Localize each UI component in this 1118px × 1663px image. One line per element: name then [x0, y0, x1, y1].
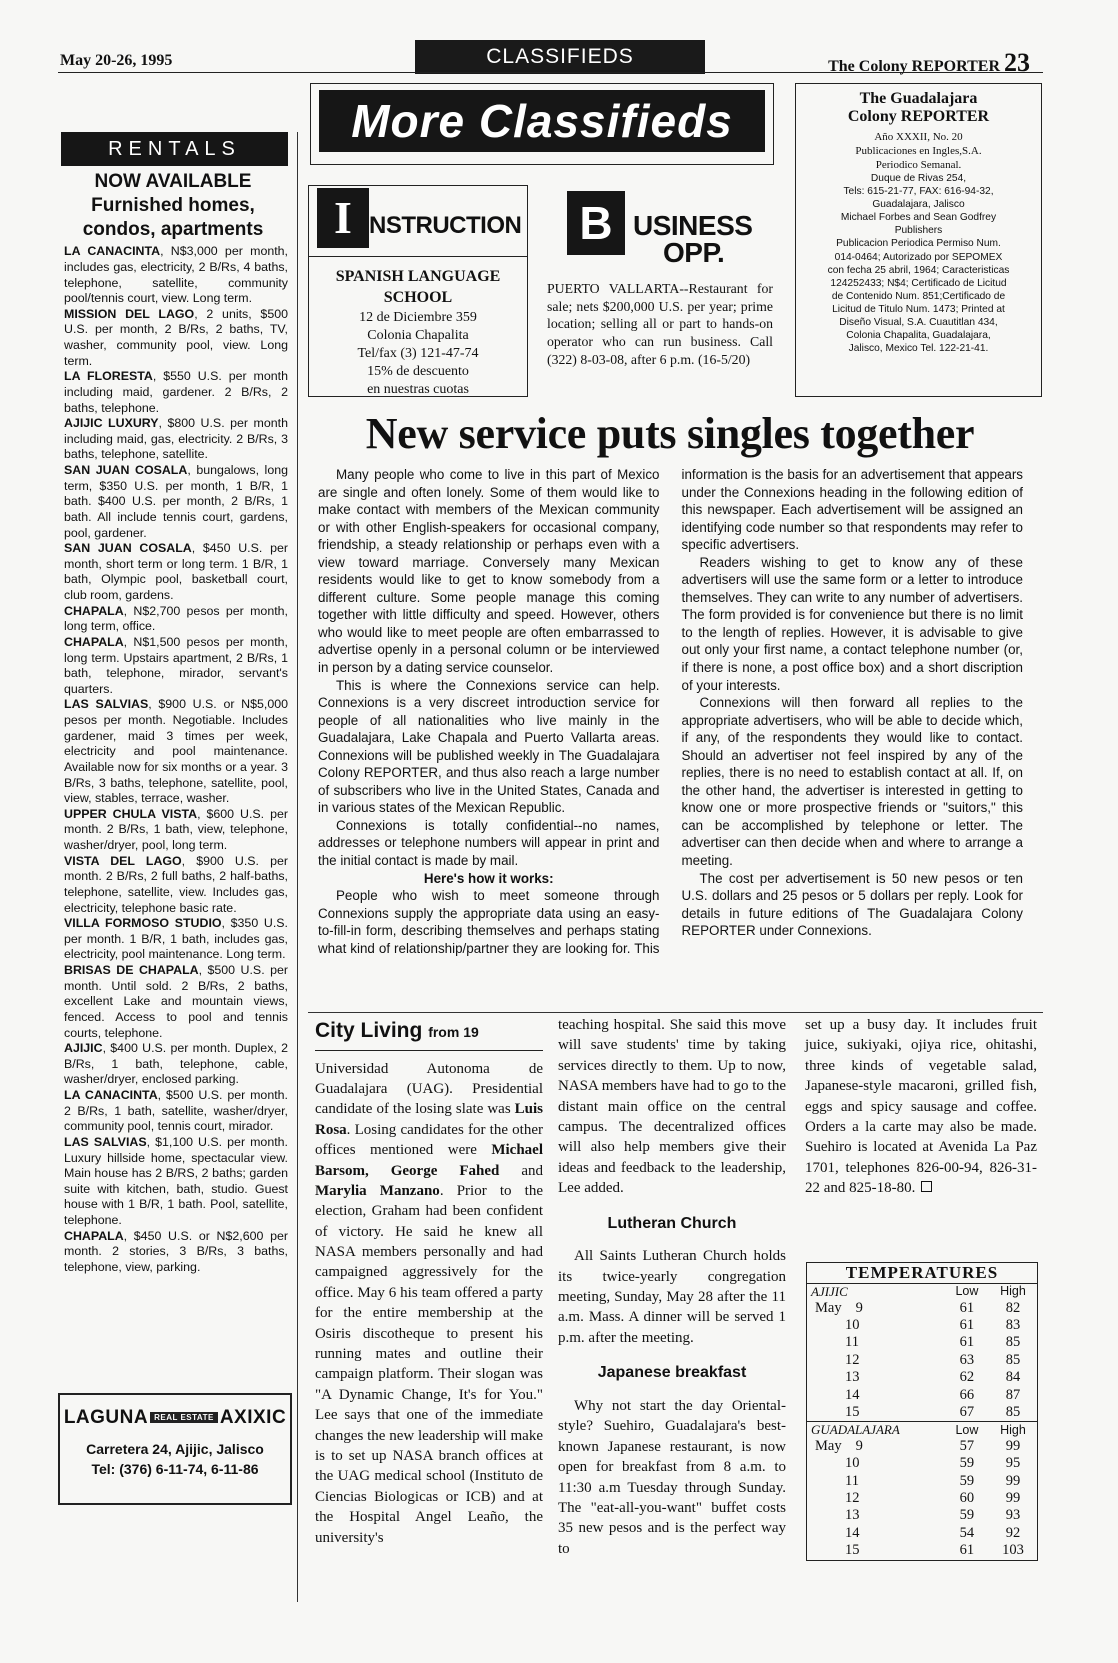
temp-row — [807, 1525, 1037, 1542]
temp-row — [807, 1387, 1037, 1404]
temp-low-label: Low — [945, 1422, 989, 1438]
temp-row — [807, 1317, 1037, 1334]
temp-day — [807, 1352, 945, 1369]
temp-day — [807, 1542, 945, 1559]
top-rule — [58, 72, 1043, 73]
lutheran-heading: Lutheran Church — [607, 1214, 737, 1232]
article-paragraph: Readers wishing to get to know any of these advertisers will use the same form or a letter to introduce themselves. They can write to any number of advertisers. The form provided is for convenience but there is no limit to the length of replies. However, it is advisable to give out only your first name, a contact telephone number (or, if there is none, a post office box) and a short discription of your interests. — [681, 554, 1023, 693]
agency-tel: Tel: (376) 6-11-74, 6-11-86 — [91, 1461, 259, 1477]
temp-high: 83 — [1005, 1316, 1021, 1333]
listing-name: AJIJIC — [64, 1041, 103, 1056]
temp-low: 63 — [959, 1351, 975, 1368]
publisher-title: Colony REPORTER — [847, 108, 990, 125]
temp-low: 61 — [959, 1542, 975, 1559]
listing-name: LA CANACINTA — [64, 1088, 158, 1102]
listing-name: LAS SALVIAS — [64, 1134, 147, 1149]
article-subhead: Here's how it works: — [423, 870, 554, 886]
rentals-sub-line: Furnished homes, — [91, 194, 255, 216]
rentals-header: RENTALS — [61, 132, 288, 166]
temp-low: 57 — [959, 1437, 975, 1454]
listing-name: VISTA DEL LAGO — [64, 853, 182, 868]
rental-listing — [64, 307, 288, 370]
temp-day-value: 12 — [845, 1351, 860, 1368]
rental-listing — [64, 1088, 288, 1135]
bold-name: Marylia Manzano — [315, 1182, 440, 1199]
business-word-line: OPP. — [663, 236, 725, 268]
listing-name: LAS SALVIAS — [64, 697, 149, 712]
rental-listings — [58, 244, 288, 1275]
instruction-word: NSTRUCTION — [369, 212, 522, 239]
temp-day — [807, 1404, 945, 1422]
rental-listing — [64, 369, 288, 416]
instruction-body — [309, 257, 527, 400]
temp-city-header — [807, 1284, 1037, 1300]
listing-text: , $550 U.S. per month including maid, gardener. 2 B/Rs, 2 baths, telephone. — [64, 369, 288, 415]
temp-day-value: 13 — [845, 1369, 860, 1386]
rental-listing — [64, 697, 288, 806]
publisher-line: 124252433; N$4; Certificado de Licitud — [830, 277, 1007, 289]
temp-high: 85 — [1005, 1403, 1021, 1420]
end-mark-icon — [921, 1181, 932, 1192]
temp-day-value: 10 — [845, 1316, 860, 1333]
listing-text: , $500 U.S. per month. Until sold. 2 B/Rs, 2 baths, excellent Lake and mountain views, fenced. Access to pool and tennis courts, telephone. — [64, 963, 288, 1040]
business-text: PUERTO VALLARTA--Restaurant for sale; nets $200,000 U.S. per year; prime location; selling all or part to hands-on operator who can run business. Call (322) 8-03-08, after 6 p.m. (16-5/20) — [547, 281, 773, 367]
publisher-line: Licitud de Titulo Num. 1473; Printed at — [832, 303, 1005, 315]
column-rule — [297, 132, 298, 1602]
listing-name: CHAPALA — [64, 634, 124, 649]
temp-day-value: 13 — [845, 1507, 860, 1524]
publisher-box — [795, 83, 1042, 397]
temp-row — [807, 1300, 1037, 1317]
rental-listing — [64, 416, 288, 463]
japanese-heading: Japanese breakfast — [597, 1364, 747, 1382]
city-living-text — [805, 1015, 1037, 1199]
rentals-sub-line: condos, apartments — [82, 218, 264, 240]
page-number: 23 — [1004, 48, 1030, 77]
temp-city-header — [807, 1422, 1037, 1438]
listing-text: , $450 U.S. or N$2,600 per month. 2 stories, 3 B/Rs, 3 baths, telephone, view, parking. — [64, 1228, 288, 1274]
banner-box — [310, 83, 774, 165]
temp-low: 62 — [959, 1369, 975, 1386]
instruction-line: 15% de descuento — [367, 364, 469, 380]
temp-low: 61 — [959, 1334, 975, 1351]
listing-text: , N$1,500 pesos per month, long term. Upstairs apartment, 2 B/Rs, 1 bath, telephone, mirador, servant's quarters. — [64, 634, 288, 696]
temp-high: 87 — [1005, 1386, 1021, 1403]
temp-row — [807, 1438, 1037, 1455]
temp-high: 85 — [1005, 1351, 1021, 1368]
publisher-line: Colonia Chapalita, Guadalajara, — [846, 329, 991, 341]
temp-low: 67 — [959, 1403, 975, 1420]
temp-row — [807, 1473, 1037, 1490]
temp-day — [807, 1438, 945, 1455]
temp-city-name: AJIJIC — [811, 1284, 848, 1299]
temp-day — [807, 1455, 945, 1472]
listing-name: UPPER CHULA VISTA — [64, 806, 198, 821]
rentals-subheader — [58, 170, 288, 241]
temp-day — [807, 1369, 945, 1386]
banner-title: More Classifieds — [319, 90, 765, 152]
temp-row — [807, 1369, 1037, 1386]
listing-name: SAN JUAN COSALA — [64, 463, 188, 477]
city-living-text: teaching hospital. She said this move will save students' time by taking services directly to them. Up to now, NASA members have had to go to the distant main office on the central campus. The decentralized offices will also help members give their ideas and feedback to the leadership, Lee added. — [558, 1017, 786, 1197]
publisher-line: Michael Forbes and Sean Godfrey — [840, 212, 997, 224]
instruction-line: Colonia Chapalita — [367, 327, 469, 343]
publisher-line: Publicaciones en Ingles,S.A. — [855, 145, 982, 158]
instruction-ad — [308, 185, 528, 397]
business-ad — [545, 185, 775, 395]
listing-name: MISSION DEL LAGO — [64, 306, 195, 321]
temperatures-title: TEMPERATURES — [807, 1263, 1037, 1284]
temp-high: 84 — [1005, 1369, 1021, 1386]
article-paragraph: People who wish to meet someone through Connexions supply the appropriate data using an easy-to-fill-in form, describing themselves and perhaps stating what kind of relationship/partner they are looking for. This information is the basis for an advertisement that appears under the Connexions heading in the following edition of this newspaper. Each advertisement will be assigned an identifying code number so that respondents may refer to specific advertisers. — [318, 467, 1023, 956]
temp-low: 60 — [959, 1490, 975, 1507]
listing-text: , 2 units, $500 U.S. per month, 2 B/Rs, 2 baths, TV, washer, community pool, view. Long term. — [64, 306, 289, 368]
publisher-line: Periodico Semanal. — [875, 159, 962, 172]
text-run: . Losing candidates for the other offices mentioned were — [315, 1121, 543, 1159]
temp-high: 92 — [1005, 1524, 1021, 1541]
temp-high: 103 — [1002, 1542, 1024, 1559]
temp-row — [807, 1455, 1037, 1472]
temp-high-label: High — [989, 1422, 1037, 1438]
temp-day-value: 12 — [845, 1490, 860, 1507]
listing-text: , $800 U.S. per month including maid, gas, electricity. 2 B/Rs, 3 baths, telephone, satellite. — [64, 416, 288, 462]
city-living-jump: from 19 — [428, 1024, 479, 1040]
agency-box — [58, 1393, 292, 1505]
instruction-line: SPANISH LANGUAGE — [335, 268, 501, 285]
rental-listing — [64, 1135, 288, 1229]
temperatures-table — [807, 1284, 1037, 1560]
temp-high-label: High — [1000, 1284, 1026, 1299]
text-run: set up a busy day. It includes fruit juice, sukiyaki, ojiya rice, ohitashi, three kinds of vegetable salad, Japanese-style macaroni, grilled fish, eggs and spicy sausage and coffee. Orders a la carte may also be made. Suehiro is located at Avenida La Paz 1701, telephones 826-00-94, 826-31-22 and 825-18-80. — [805, 1017, 1037, 1197]
rentals-column — [58, 132, 288, 1276]
publisher-title: The Guadalajara — [859, 90, 978, 107]
publisher-line: Duque de Rivas 254, — [870, 173, 967, 185]
listing-text: , $1,100 U.S. per month. Luxury hillside home, spectacular view. Main house has 2 B/RS, 2 baths; garden suite with kitchen, bath, studio. Guest house with 1 B/R, 1 bath. Pool, satellite, telephone. — [64, 1134, 288, 1227]
city-living-text — [315, 1059, 543, 1548]
publisher-line: Publishers — [894, 225, 943, 237]
instruction-line: SCHOOL — [383, 288, 453, 306]
publisher-line: Año XXXII, No. 20 — [874, 131, 963, 143]
agency-name-right: AXIXIC — [219, 1407, 287, 1428]
rental-listing — [64, 1041, 288, 1088]
temp-day-value: 15 — [845, 1542, 860, 1559]
business-word — [633, 210, 753, 268]
publisher-lines — [796, 130, 1041, 355]
agency-badge: REAL ESTATE — [150, 1412, 218, 1423]
temp-row — [807, 1490, 1037, 1507]
publisher-line: Jalisco, Mexico Tel. 122-21-41. — [848, 342, 989, 354]
text-run: . Prior to the election, Graham had been confident of victory. He said he knew all NASA members personally and had campaigned aggressively for the office. May 6 his team offered a party for the entire membership at the Osiris discotheque to present his running mates and outline their campaign platform. Their slogan was "A Dynamic Change, It's for You." Lee says that one of the immediate changes the new leadership will make is to set up NASA branch offices at the UAG medical school (Instituto de Ciencias Biologicas or ICB) and at the Hospital Angel Leaño, the university's — [315, 1182, 544, 1546]
temp-day — [807, 1387, 945, 1404]
city-living-title: City Living — [315, 1019, 423, 1042]
article-paragraph: Connexions will then forward all replies to the appropriate advertisers, who will be able to decide which, if any, of the respondents they would like to contact. Should an advertiser not feel inspired by any of the replies, there is no need to establish contact at all. If, on the other hand, the advertiser is interested in getting to know one or more prospective friends or "suitors," this can be accomplished by telephone or letter. The advertiser can then decide when and where to arrange a meeting. — [681, 695, 1023, 869]
temp-day-value: 9 — [855, 1299, 863, 1316]
listing-name: LA FLORESTA — [64, 369, 153, 384]
rental-listing — [64, 244, 288, 307]
temp-low: 66 — [959, 1386, 975, 1403]
page-date: May 20-26, 1995 — [60, 52, 173, 69]
instruction-header — [309, 186, 527, 257]
temp-day-value: 14 — [845, 1524, 860, 1541]
temp-low: 59 — [959, 1455, 975, 1472]
article-rule — [308, 1012, 1043, 1013]
listing-name: AJIJIC LUXURY — [64, 416, 159, 431]
business-letter: B — [567, 191, 625, 255]
text-run: and — [499, 1162, 543, 1179]
listing-text: , $900 U.S. or N$5,000 pesos per month. Negotiable. Includes gardener, maid 3 times per week, electricity and pool maintenance. Available now for six months or a year. 3 B/Rs, 3 baths, telephone, satellite, pool, view, stables, terrace, washer. — [64, 697, 288, 806]
temp-low-label: Low — [955, 1284, 979, 1299]
rental-listing — [64, 807, 288, 854]
temp-row — [807, 1334, 1037, 1351]
rental-listing — [64, 604, 288, 635]
article-body — [318, 466, 1023, 1011]
listing-text: , $400 U.S. per month. Duplex, 2 B/Rs, 1 bath, telephone, cable, washer/dryer, enclosed parking. — [64, 1041, 288, 1087]
listing-text: , $500 U.S. per month. 2 B/Rs, 1 bath, satellite, washer/dryer, community pool, tennis court, mirador. — [64, 1088, 288, 1134]
temp-low: 54 — [959, 1524, 975, 1541]
city-living-heading — [315, 1017, 543, 1046]
business-word-line: USINESS — [633, 210, 753, 241]
listing-text: , $900 U.S. per month. 2 B/Rs, 2 full baths, 2 half-baths, telephone, satellite, view. Includes gas, electricity, telephone basic rate. — [64, 853, 288, 915]
publisher-line: con fecha 25 abril, 1964; Caracteristicas — [827, 264, 1010, 276]
city-living-rule — [315, 1050, 543, 1051]
rental-listing — [64, 916, 288, 963]
article-paragraph: Connexions is totally confidential--no names, addresses or telephone numbers will appear in print and the initial contact is made by mail. — [318, 817, 660, 869]
temp-low: 59 — [959, 1472, 975, 1489]
publisher-line: Guadalajara, Jalisco — [872, 199, 965, 211]
publisher-line: Publicacion Periodica Permiso Num. — [836, 238, 1001, 250]
temp-high: 95 — [1005, 1455, 1021, 1472]
listing-text: , $350 U.S. per month. 1 B/R, 1 bath, includes gas, electricity, pool maintenance. Long term. — [64, 916, 288, 962]
temp-day — [807, 1300, 945, 1317]
temp-row — [807, 1404, 1037, 1422]
article-paragraph: Many people who come to live in this part of Mexico are single and often lonely. Some of them would like to make contact with members of the Mexican community or with other English-speakers for occasional company, friendship, a steady relationship or perhaps even with a view toward marriage. Conversely many Mexican residents would like to get to know somebody from a different culture. Some people manage this coming together with little difficulty and speed. However, others who would like to meet people are often embarrassed to advertise openly in a personal column or be interviewed in person by a dating service counselor. — [318, 467, 660, 676]
temperatures-box — [806, 1262, 1038, 1561]
temp-day-value: 14 — [845, 1386, 860, 1403]
agency-name — [60, 1407, 290, 1429]
listing-name: CHAPALA — [64, 603, 124, 618]
temp-low: 61 — [959, 1299, 975, 1316]
listing-text: , N$2,700 pesos per month, long term, office. — [64, 603, 288, 634]
temp-row — [807, 1507, 1037, 1524]
listing-name: VILLA FORMOSO STUDIO — [64, 916, 222, 931]
listing-name: CHAPALA — [64, 1228, 124, 1243]
publisher-line: 014-0464; Autorizado por SEPOMEX — [834, 251, 1003, 263]
rentals-sub-line: NOW AVAILABLE — [94, 171, 252, 192]
instruction-line: Tel/fax (3) 121-47-74 — [357, 345, 479, 361]
bold-name: Luis Rosa — [315, 1101, 543, 1138]
temp-high: 82 — [1005, 1299, 1021, 1316]
listing-name: BRISAS DE CHAPALA — [64, 963, 199, 977]
temp-day-value: 11 — [845, 1334, 859, 1351]
rental-listing — [64, 635, 288, 698]
temp-day — [807, 1473, 945, 1490]
instruction-line: en nuestras cuotas — [367, 382, 469, 398]
temp-day-value: 10 — [845, 1455, 860, 1472]
section-title: CLASSIFIEDS — [415, 40, 705, 74]
publisher-line: Diseño Visual, S.A. Cuautitlan 434, — [839, 316, 998, 328]
temp-row — [807, 1352, 1037, 1369]
temp-high: 99 — [1005, 1437, 1021, 1454]
temp-month: May — [815, 1437, 842, 1454]
masthead — [828, 48, 1030, 78]
listing-text: , bungalows, long term, $350 U.S. per month, 1 B/R, 1 bath. $400 U.S. per month, 2 B/Rs, 1 bath. All include tennis court, gardens, pool, gardener. — [64, 463, 288, 540]
rental-listing — [64, 541, 288, 604]
temp-day-value: 15 — [845, 1403, 860, 1420]
temp-high: 99 — [1005, 1490, 1021, 1507]
publisher-line: de Contenido Num. 851;Certificado de — [831, 290, 1006, 302]
listing-name: SAN JUAN COSALA — [64, 541, 192, 556]
article-paragraph: The cost per advertisement is 50 new pesos or ten U.S. dollars and 25 pesos or 5 dollars per reply. Look for details in future editions of The Guadalajara Colony REPORTER under Connexions. — [681, 870, 1023, 939]
temp-city-name: GUADALAJARA — [807, 1422, 945, 1438]
temp-high: 85 — [1005, 1334, 1021, 1351]
temp-day — [807, 1334, 945, 1351]
business-header — [545, 185, 775, 280]
city-living-col1 — [315, 1017, 543, 1548]
temp-low: 61 — [959, 1316, 975, 1333]
lutheran-text: All Saints Lutheran Church holds its twice-yearly congregation meeting, Sunday, May 28 after the 11 a.m. Mass. A dinner will be served 1 p.m. after the meeting. — [558, 1248, 786, 1346]
publisher-line: Tels: 615-21-77, FAX: 616-94-32, — [843, 186, 994, 198]
instruction-letter: I — [317, 188, 369, 248]
temp-day — [807, 1507, 945, 1524]
agency-name-left: LAGUNA — [63, 1407, 149, 1428]
listing-text: , $450 U.S. per month, short term or long term. 1 B/R, 1 bath, Olympic pool, basketball court, club room, gardens. — [64, 541, 288, 602]
rental-listing — [64, 1229, 288, 1276]
temp-day-value: 9 — [855, 1437, 863, 1454]
city-living-col2 — [558, 1015, 786, 1559]
rental-listing — [64, 854, 288, 917]
temp-row — [807, 1542, 1037, 1559]
listing-name: LA CANACINTA — [64, 244, 161, 259]
article-paragraph: This is where the Connexions service can help. Connexions is a very discreet introduction service for people of all nationalities who live mainly in the Guadalajara, Lake Chapala and Puerto Vallarta areas. Connexions will be published weekly in The Guadalajara Colony REPORTER, and thus also reach a large number of subscribers who live in the United States, Canada and in various states of the Mexican Republic. — [318, 677, 660, 816]
temp-day — [807, 1525, 945, 1542]
rental-listing — [64, 463, 288, 541]
temp-high: 93 — [1005, 1507, 1021, 1524]
text-run: Universidad Autonoma de Guadalajara (UAG). Presidential candidate of the losing slate was — [315, 1060, 543, 1118]
bold-name: Michael Barsom, George Fahed — [315, 1142, 543, 1179]
temp-low: 59 — [959, 1507, 975, 1524]
city-living-col3 — [805, 1015, 1037, 1199]
temp-day — [807, 1317, 945, 1334]
listing-text: , $600 U.S. per month. 2 B/Rs, 1 bath, view, telephone, washer/dryer, pool, long term. — [64, 806, 288, 852]
instruction-line: 12 de Diciembre 359 — [359, 309, 477, 325]
rental-listing — [64, 963, 288, 1041]
temp-high: 99 — [1005, 1472, 1021, 1489]
masthead-title: The Colony REPORTER — [828, 58, 1000, 75]
temp-month: May — [815, 1299, 842, 1316]
agency-address: Carretera 24, Ajijic, Jalisco — [86, 1441, 264, 1457]
temp-day-value: 11 — [845, 1472, 859, 1489]
japanese-text: Why not start the day Oriental-style? Suehiro, Guadalajara's best-known Japanese restaurant, is now open for breakfast from 8 a.m. to 11:30 a.m Tuesday through Sunday. The "eat-all-you-want" buffet costs 35 new pesos and is the perfect way to — [558, 1397, 786, 1557]
article-headline: New service puts singles together — [365, 409, 975, 458]
listing-text: , N$3,000 per month, includes gas, electricity, 2 B/Rs, 4 baths, telephone, satellite, community pool/tennis court, view. Long term. — [64, 244, 289, 306]
temp-day — [807, 1490, 945, 1507]
